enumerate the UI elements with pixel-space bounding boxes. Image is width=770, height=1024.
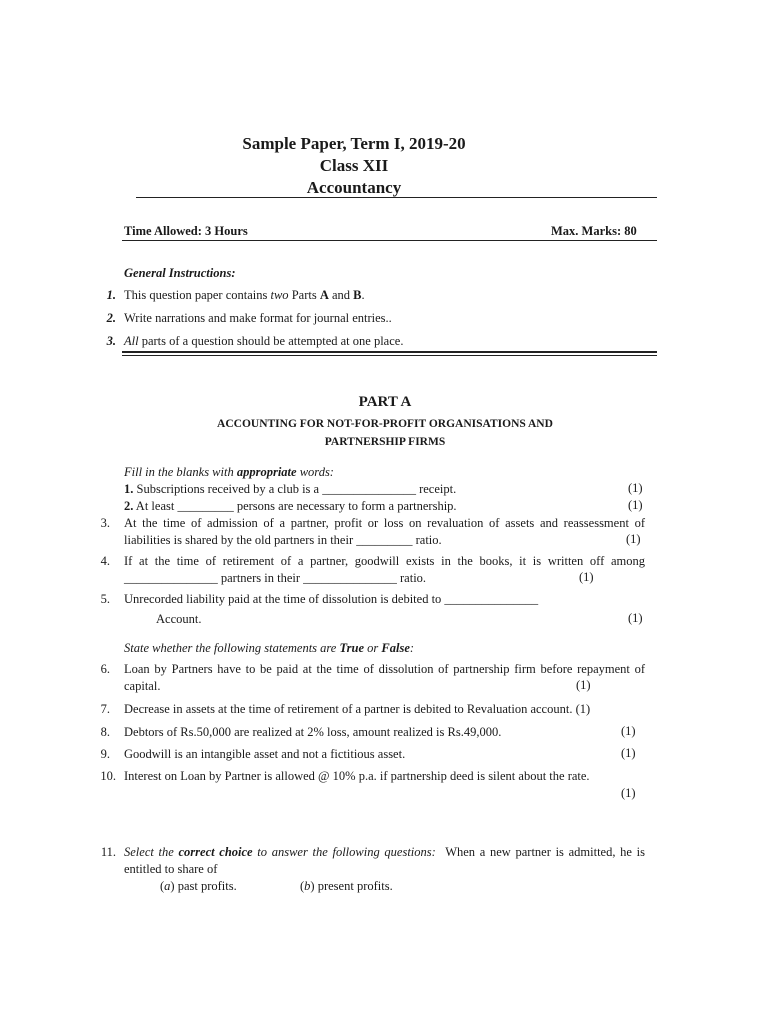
question-5-line-2: Account. xyxy=(156,612,202,626)
question-number: 10. xyxy=(100,769,116,783)
true-false-intro xyxy=(124,640,414,657)
question-3-line-1: At the time of admission of a partner, profit or loss on revaluation of assets and reassessment of xyxy=(124,516,645,530)
instruction-emphasis: All xyxy=(124,334,139,348)
question-6-line-1: Loan by Partners have to be paid at the time of dissolution of partnership firm before repayment of xyxy=(124,662,645,676)
instruction-emphasis: two xyxy=(270,288,289,302)
question-4-line-1: If at the time of retirement of a partner, goodwill exists in the books, it is written off among xyxy=(124,554,645,568)
question-2-marks: (1) xyxy=(628,498,643,512)
intro-text: Fill in the blanks with xyxy=(124,465,237,479)
instruction-number: 2. xyxy=(106,311,116,325)
question-7: Decrease in assets at the time of retirement of a partner is debited to Revaluation account. (1) xyxy=(124,702,591,716)
question-text: Subscriptions received by a club is a _______________ receipt. xyxy=(133,482,457,496)
question-2 xyxy=(124,498,457,515)
intro-text: State whether the following statements are xyxy=(124,641,340,655)
question-3-marks: (1) xyxy=(626,532,641,546)
time-rule xyxy=(122,240,657,241)
instruction-number: 3. xyxy=(106,334,116,348)
instruction-number: 1. xyxy=(106,288,116,302)
option-text: present profits. xyxy=(314,879,393,893)
intro-text: words: xyxy=(296,465,334,479)
max-marks: Max. Marks: 80 xyxy=(551,224,637,238)
instructions-heading: General Instructions: xyxy=(124,266,236,280)
question-9: Goodwill is an intangible asset and not a fictitious asset. xyxy=(124,747,406,761)
question-11-line-1 xyxy=(124,844,645,861)
class-title: Class XII xyxy=(319,156,389,175)
intro-text: : xyxy=(409,641,415,655)
instruction-text: Parts xyxy=(288,288,320,302)
question-number: 8. xyxy=(100,725,110,739)
mcq-intro-emphasis: correct choice xyxy=(178,845,253,859)
part-a-heading: PART A xyxy=(358,394,412,410)
question-8-marks: (1) xyxy=(621,724,636,738)
question-number: 6. xyxy=(100,662,110,676)
question-1-marks: (1) xyxy=(628,481,643,495)
intro-text: or xyxy=(364,641,382,655)
question-number: 4. xyxy=(100,554,110,568)
question-5-marks: (1) xyxy=(628,611,643,625)
question-4-marks: (1) xyxy=(579,570,594,584)
question-1 xyxy=(124,481,456,498)
option-a: (a) past profits. xyxy=(160,879,237,893)
intro-emphasis: appropriate xyxy=(236,465,297,479)
question-number: 2. xyxy=(124,499,134,513)
question-5-line-1: Unrecorded liability paid at the time of dissolution is debited to _______________ xyxy=(124,592,539,606)
question-text: When a new partner is admitted, he is xyxy=(445,845,645,859)
question-number: 5. xyxy=(100,592,110,606)
question-number: 9. xyxy=(100,747,110,761)
mcq-intro: Select the xyxy=(124,845,179,859)
subject-title: Accountancy xyxy=(306,178,402,197)
question-6-marks: (1) xyxy=(576,678,591,692)
question-3-line-2: liabilities is shared by the old partners in their _________ ratio. xyxy=(124,533,442,547)
instruction-text: . xyxy=(361,288,365,302)
intro-false: False xyxy=(381,641,410,655)
part-a-subheading-2: PARTNERSHIP FIRMS xyxy=(324,436,446,448)
question-4-line-2: _______________ partners in their _______________ ratio. xyxy=(124,571,427,585)
instruction-part-b: B xyxy=(353,288,362,302)
question-10-marks: (1) xyxy=(621,786,636,800)
instruction-item-1 xyxy=(124,287,365,304)
option-label: a xyxy=(164,879,171,893)
mcq-intro: to answer the following questions: xyxy=(252,845,436,859)
instruction-item-3 xyxy=(124,333,403,350)
option-text: past profits. xyxy=(174,879,237,893)
instruction-part-a: A xyxy=(319,288,329,302)
question-number: 1. xyxy=(124,482,134,496)
question-9-marks: (1) xyxy=(621,746,636,760)
question-10: Interest on Loan by Partner is allowed @ 10% p.a. if partnership deed is silent about the rate. xyxy=(124,769,590,783)
question-number: 11. xyxy=(100,845,116,859)
question-number: 7. xyxy=(100,702,110,716)
fill-blanks-intro xyxy=(124,464,334,481)
question-8: Debtors of Rs.50,000 are realized at 2% loss, amount realized is Rs.49,000. xyxy=(124,725,502,739)
question-11-line-2: entitled to share of xyxy=(124,862,218,876)
option-b: (b) present profits. xyxy=(300,879,393,893)
time-allowed: Time Allowed: 3 Hours xyxy=(124,224,248,238)
instruction-text: This question paper contains xyxy=(124,288,271,302)
question-text: At least _________ persons are necessary to form a partnership. xyxy=(133,499,457,513)
question-number: 3. xyxy=(100,516,110,530)
part-a-subheading-1: ACCOUNTING FOR NOT-FOR-PROFIT ORGANISATIONS AND xyxy=(217,418,553,430)
paper-title: Sample Paper, Term I, 2019-20 xyxy=(242,134,466,153)
option-label: b xyxy=(304,879,311,893)
instructions-double-rule xyxy=(122,351,657,356)
header-rule xyxy=(136,197,657,198)
question-6-line-2: capital. xyxy=(124,679,161,693)
instruction-text: and xyxy=(328,288,354,302)
intro-true: True xyxy=(339,641,365,655)
instruction-text: parts of a question should be attempted at one place. xyxy=(138,334,404,348)
instruction-item-2: Write narrations and make format for journal entries.. xyxy=(124,311,392,325)
